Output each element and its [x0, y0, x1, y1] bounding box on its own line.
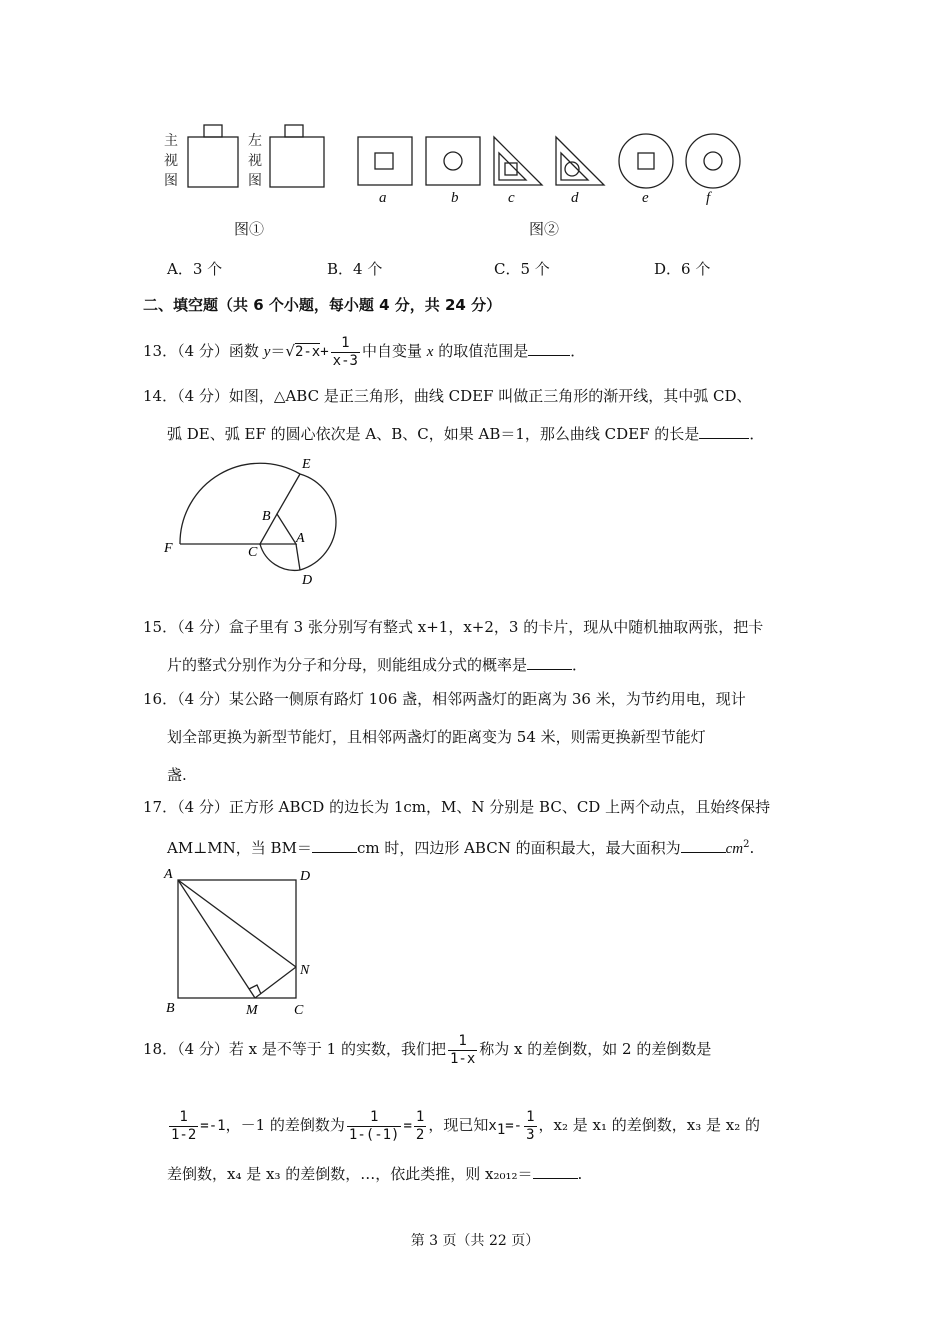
- option-figure-d: [556, 137, 604, 185]
- q13-var-y: y: [263, 344, 271, 360]
- label-B: B: [262, 509, 271, 524]
- label-A: A: [164, 867, 173, 882]
- frac-den: 1-(-1): [348, 1126, 400, 1143]
- q16-line2: 划全部更换为新型节能灯，且相邻两盏灯的距离变为 54 米，则需更换新型节能灯: [167, 728, 706, 746]
- q13-fraction: [331, 335, 360, 370]
- q18-line3: 差倒数，x₄ 是 x₃ 的差倒数，…，依此类推，则 x₂₀₁₂＝: [167, 1165, 533, 1183]
- question-18: [143, 1030, 810, 1068]
- q18-eqneg: =-: [505, 1118, 523, 1134]
- q17-line1: 正方形 ABCD 的边长为 1cm，M、N 分别是 BC、CD 上两个动点，且始终保持: [228, 798, 771, 816]
- q18-fraction-2: [169, 1109, 198, 1144]
- q17-end: .: [749, 839, 755, 857]
- q17-points: （4 分）: [177, 798, 229, 816]
- q16-line1: 某公路一侧原有路灯 106 盏，相邻两盏灯的距离为 36 米，为节约用电，现计: [228, 690, 746, 708]
- label-D: D: [300, 869, 311, 884]
- q18-end: .: [577, 1165, 583, 1183]
- q13-text2: 中自变量: [361, 342, 427, 360]
- label-E: E: [302, 457, 311, 472]
- frac-den: 1-x: [449, 1050, 476, 1067]
- q14-end: ．: [749, 425, 765, 443]
- q16-line3: 盏.: [167, 766, 187, 784]
- option-figure-f: [686, 134, 740, 188]
- page-footer: 第 3 页（共 22 页）: [410, 1233, 540, 1249]
- option-c: C．5 个: [494, 260, 550, 278]
- sqrt-icon: √: [285, 342, 295, 360]
- answer-blank: [528, 341, 570, 356]
- q15-end: ．: [572, 656, 588, 674]
- svg-text:视: 视: [248, 154, 262, 169]
- front-view-figure: [188, 125, 238, 187]
- answer-blank: [681, 838, 726, 853]
- left-view-figure: [270, 125, 324, 187]
- q18-line2b: ，现已知: [428, 1116, 489, 1134]
- label-C: C: [294, 1003, 304, 1018]
- fig2-letter: e: [642, 190, 649, 206]
- svg-text:视: 视: [164, 154, 178, 169]
- q15-number: 15．: [143, 618, 178, 636]
- option-a: A．3 个: [167, 260, 223, 278]
- q17-sup: 2: [743, 839, 750, 850]
- option-figure-c: [494, 137, 542, 185]
- label-F: F: [164, 541, 173, 556]
- question-16: [143, 680, 810, 794]
- q18-line2c: ，x₂ 是 x₁ 的差倒数，x₃ 是 x₂ 的: [538, 1116, 761, 1134]
- fig1-caption: 图①: [234, 220, 265, 238]
- q18-line1b: 称为 x 的差倒数，如 2 的差倒数是: [479, 1040, 712, 1058]
- q18-x1: x: [488, 1118, 497, 1134]
- svg-text:图: 图: [164, 174, 178, 189]
- q14-points: （4 分）: [177, 387, 229, 405]
- fig2-letter: d: [571, 190, 579, 206]
- label-D: D: [302, 573, 313, 588]
- q14-number: 14．: [143, 387, 178, 405]
- q15-points: （4 分）: [177, 618, 229, 636]
- frac-num: 1: [169, 1109, 198, 1127]
- label-B: B: [166, 1001, 175, 1016]
- question-15: [143, 608, 810, 684]
- fig2-letter: f: [706, 190, 711, 206]
- q17-unit: cm: [725, 841, 744, 857]
- option-figure-e: [619, 134, 673, 188]
- q13-radicand: 2-x: [294, 344, 321, 360]
- label-A: A: [296, 531, 305, 546]
- q13-frac-den: x-3: [332, 352, 358, 369]
- frac-den: 2: [415, 1126, 425, 1143]
- q17-number: 17．: [143, 798, 178, 816]
- q13-number: 13．: [143, 342, 178, 360]
- frac-num: 1: [448, 1033, 477, 1051]
- option-figure-a: [358, 137, 412, 185]
- option-b: B．4 个: [327, 260, 383, 278]
- q18-fraction-4: [414, 1109, 426, 1144]
- label-M: M: [246, 1003, 258, 1018]
- left-view-label: 左: [248, 134, 262, 149]
- q17-line2a: AM⊥MN，当 BM＝: [167, 839, 312, 857]
- section-title: 二、填空题（共 6 个小题，每小题 4 分，共 24 分）: [143, 296, 502, 314]
- question-18-line2: [143, 1106, 810, 1193]
- q15-line1: 盒子里有 3 张分别写有整式 x+1，x+2，3 的卡片，现从中随机抽取两张，把卡: [228, 618, 764, 636]
- q18-result: =-1: [200, 1118, 226, 1134]
- q16-points: （4 分）: [177, 690, 229, 708]
- label-C: C: [248, 545, 258, 560]
- q13-text3: 的取值范围是: [433, 342, 529, 360]
- fig2-caption: 图②: [529, 220, 560, 238]
- square-figure: [160, 864, 330, 1020]
- fig2-letter: b: [451, 190, 459, 206]
- option-figure-b: [426, 137, 480, 185]
- q18-line2a: ，－1 的差倒数为: [225, 1116, 345, 1134]
- q18-fraction-3: [347, 1109, 402, 1144]
- label-N: N: [300, 963, 310, 978]
- frac-den: 1-2: [171, 1126, 197, 1143]
- question-13: [143, 332, 810, 371]
- answer-blank: [699, 424, 749, 439]
- q18-number: 18．: [143, 1040, 178, 1058]
- q15-line2: 片的整式分别作为分子和分母，则能组成分式的概率是: [167, 656, 528, 674]
- q18-eq: =: [403, 1118, 412, 1134]
- q14-line1: 如图，△ABC 是正三角形，曲线 CDEF 叫做正三角形的渐开线，其中弧 CD、: [228, 387, 752, 405]
- answer-blank: [527, 655, 572, 670]
- q17-line2b: cm 时，四边形 ABCN 的面积最大，最大面积为: [356, 839, 681, 857]
- frac-den: 3: [526, 1126, 535, 1143]
- frac-num: 1: [526, 1108, 535, 1125]
- q13-frac-num: 1: [331, 335, 360, 353]
- q16-number: 16．: [143, 690, 178, 708]
- q13-eq: ＝: [270, 342, 286, 360]
- svg-text:图: 图: [248, 174, 262, 189]
- option-d: D．6 个: [654, 260, 711, 278]
- q13-end: ．: [570, 342, 586, 360]
- q13-var-x: x: [426, 344, 434, 360]
- answer-blank: [312, 838, 357, 853]
- question-14: [143, 377, 810, 453]
- q13-points: （4 分）: [177, 342, 229, 360]
- involute-figure: [160, 452, 360, 592]
- frac-num: 1: [415, 1108, 425, 1125]
- q18-fraction-5: [524, 1109, 536, 1144]
- q18-x1-sub: 1: [496, 1122, 506, 1138]
- q18-line1a: 若 x 是不等于 1 的实数，我们把: [228, 1040, 446, 1058]
- q13-text: 函数: [228, 342, 264, 360]
- q14-line2: 弧 DE、弧 EF 的圆心依次是 A、B、C，如果 AB＝1，那么曲线 CDEF 的长是: [167, 425, 700, 443]
- q13-plus: +: [320, 344, 329, 360]
- fig2-letter: c: [508, 190, 515, 206]
- front-view-label: 主: [164, 134, 178, 149]
- question-17: [143, 788, 810, 868]
- answer-blank: [533, 1164, 578, 1179]
- frac-num: 1: [347, 1109, 402, 1127]
- q18-points: （4 分）: [177, 1040, 229, 1058]
- fig2-letter: a: [379, 190, 387, 206]
- q18-fraction-1: [448, 1033, 477, 1068]
